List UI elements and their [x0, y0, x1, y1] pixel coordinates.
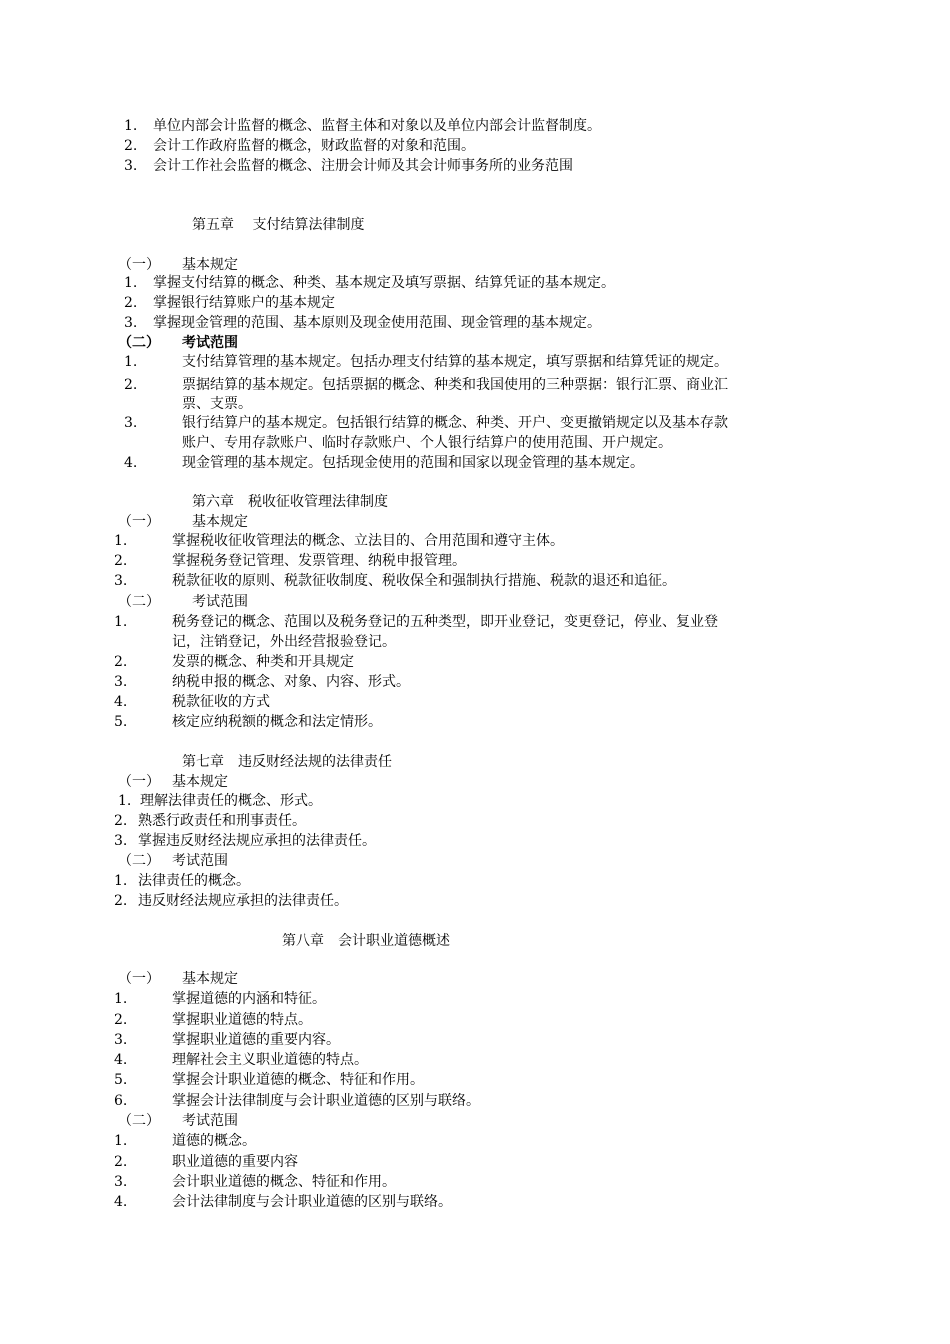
list-item: 支付结算管理的基本规定。包括办理支付结算的基本规定，填写票据和结算凭证的规定。 — [182, 354, 728, 370]
section-label: （一） — [118, 257, 160, 273]
list-item-continuation: 记，注销登记，外出经营报验登记。 — [172, 634, 396, 650]
list-number: 1. — [114, 533, 128, 549]
list-item: 掌握税务登记管理、发票管理、纳税申报管理。 — [172, 553, 466, 569]
list-number: 3. — [124, 158, 138, 174]
list-item: 税务登记的概念、范围以及税务登记的五种类型，即开业登记，变更登记，停业、复业登 — [172, 614, 718, 630]
list-number: 4. — [124, 455, 138, 471]
list-item-continuation: 票、支票。 — [182, 396, 252, 412]
section-label: （一） — [118, 774, 160, 790]
list-number: 2. — [114, 893, 128, 909]
list-item: 掌握职业道德的重要内容。 — [172, 1032, 340, 1048]
list-item: 违反财经法规应承担的法律责任。 — [138, 893, 348, 909]
list-number: 1. — [114, 1133, 128, 1149]
section-label: （二） — [118, 853, 160, 869]
list-item: 道德的概念。 — [172, 1133, 256, 1149]
chapter-title: 第八章 会计职业道德概述 — [282, 933, 450, 949]
list-item: 理解法律责任的概念、形式。 — [140, 793, 322, 809]
list-number: 1. — [114, 614, 128, 630]
list-item: 发票的概念、种类和开具规定 — [172, 654, 354, 670]
list-item: 单位内部会计监督的概念、监督主体和对象以及单位内部会计监督制度。 — [153, 118, 601, 134]
list-number: 3. — [124, 415, 138, 431]
list-number: 2. — [124, 138, 138, 154]
list-number: 3. — [114, 833, 128, 849]
list-number: 2. — [114, 553, 128, 569]
list-number: 2. — [114, 813, 128, 829]
list-number: 5. — [114, 1072, 128, 1088]
chapter-title: 第五章 支付结算法律制度 — [192, 217, 365, 233]
section-label: （二） — [118, 1113, 160, 1129]
section-title: 基本规定 — [182, 971, 238, 987]
list-number: 1. — [124, 354, 138, 370]
list-number: 3. — [114, 674, 128, 690]
list-number: 2. — [114, 1154, 128, 1170]
list-number: 1. — [124, 275, 138, 291]
list-item: 掌握税收征收管理法的概念、立法目的、合用范围和遵守主体。 — [172, 533, 564, 549]
list-item: 税款征收的原则、税款征收制度、税收保全和强制执行措施、税款的退还和追征。 — [172, 573, 676, 589]
list-number: 3. — [114, 573, 128, 589]
list-item: 掌握道德的内涵和特征。 — [172, 991, 326, 1007]
list-item: 熟悉行政责任和刑事责任。 — [138, 813, 306, 829]
section-label: （二） — [118, 594, 160, 610]
section-title: 基本规定 — [182, 257, 238, 273]
list-number: 3. — [124, 315, 138, 331]
list-item: 掌握会计法律制度与会计职业道德的区别与联络。 — [172, 1093, 480, 1109]
list-item: 职业道德的重要内容 — [172, 1154, 298, 1170]
list-number: 1. — [114, 991, 128, 1007]
list-number: 4. — [114, 694, 128, 710]
list-number: 1. — [124, 118, 138, 134]
list-number: 2. — [114, 654, 128, 670]
section-title: 基本规定 — [192, 514, 248, 530]
list-number: 3. — [114, 1174, 128, 1190]
list-item: 票据结算的基本规定。包括票据的概念、种类和我国使用的三种票据：银行汇票、商业汇 — [182, 377, 728, 393]
section-title: 考试范围 — [182, 1113, 238, 1129]
list-item: 掌握银行结算账户的基本规定 — [153, 295, 335, 311]
list-item: 掌握会计职业道德的概念、特征和作用。 — [172, 1072, 424, 1088]
section-label: （二） — [118, 335, 160, 351]
section-title: 基本规定 — [172, 774, 228, 790]
list-item: 理解社会主义职业道德的特点。 — [172, 1052, 368, 1068]
list-item: 纳税申报的概念、对象、内容、形式。 — [172, 674, 410, 690]
list-number: 6. — [114, 1093, 128, 1109]
list-number: 2. — [124, 377, 138, 393]
list-item: 现金管理的基本规定。包括现金使用的范围和国家以现金管理的基本规定。 — [182, 455, 644, 471]
list-item-continuation: 账户、专用存款账户、临时存款账户、个人银行结算户的使用范围、开户规定。 — [182, 435, 672, 451]
list-item: 掌握违反财经法规应承担的法律责任。 — [138, 833, 376, 849]
list-number: 3. — [114, 1032, 128, 1048]
list-item: 法律责任的概念。 — [138, 873, 250, 889]
list-item: 会计工作社会监督的概念、注册会计师及其会计师事务所的业务范围 — [153, 158, 573, 174]
list-item: 会计法律制度与会计职业道德的区别与联络。 — [172, 1194, 452, 1210]
list-item: 掌握现金管理的范围、基本原则及现金使用范围、现金管理的基本规定。 — [153, 315, 601, 331]
section-label: （一） — [118, 971, 160, 987]
section-title: 考试范围 — [192, 594, 248, 610]
list-item: 会计工作政府监督的概念，财政监督的对象和范围。 — [153, 138, 475, 154]
list-item: 掌握支付结算的概念、种类、基本规定及填写票据、结算凭证的基本规定。 — [153, 275, 615, 291]
list-item: 掌握职业道德的特点。 — [172, 1012, 312, 1028]
list-number: 2. — [114, 1012, 128, 1028]
list-item: 会计职业道德的概念、特征和作用。 — [172, 1174, 396, 1190]
list-number: 4. — [114, 1194, 128, 1210]
section-title: 考试范围 — [182, 335, 238, 351]
list-number: 2. — [124, 295, 138, 311]
section-label: （一） — [118, 514, 160, 530]
chapter-title: 第六章 税收征收管理法律制度 — [192, 494, 388, 510]
list-number: 1. — [118, 793, 132, 809]
list-number: 1. — [114, 873, 128, 889]
list-number: 4. — [114, 1052, 128, 1068]
section-title: 考试范围 — [172, 853, 228, 869]
list-item: 税款征收的方式 — [172, 694, 270, 710]
list-item: 核定应纳税额的概念和法定情形。 — [172, 714, 382, 730]
list-item: 银行结算户的基本规定。包括银行结算的概念、种类、开户、变更撤销规定以及基本存款 — [182, 415, 728, 431]
list-number: 5. — [114, 714, 128, 730]
chapter-title: 第七章 违反财经法规的法律责任 — [182, 754, 392, 770]
